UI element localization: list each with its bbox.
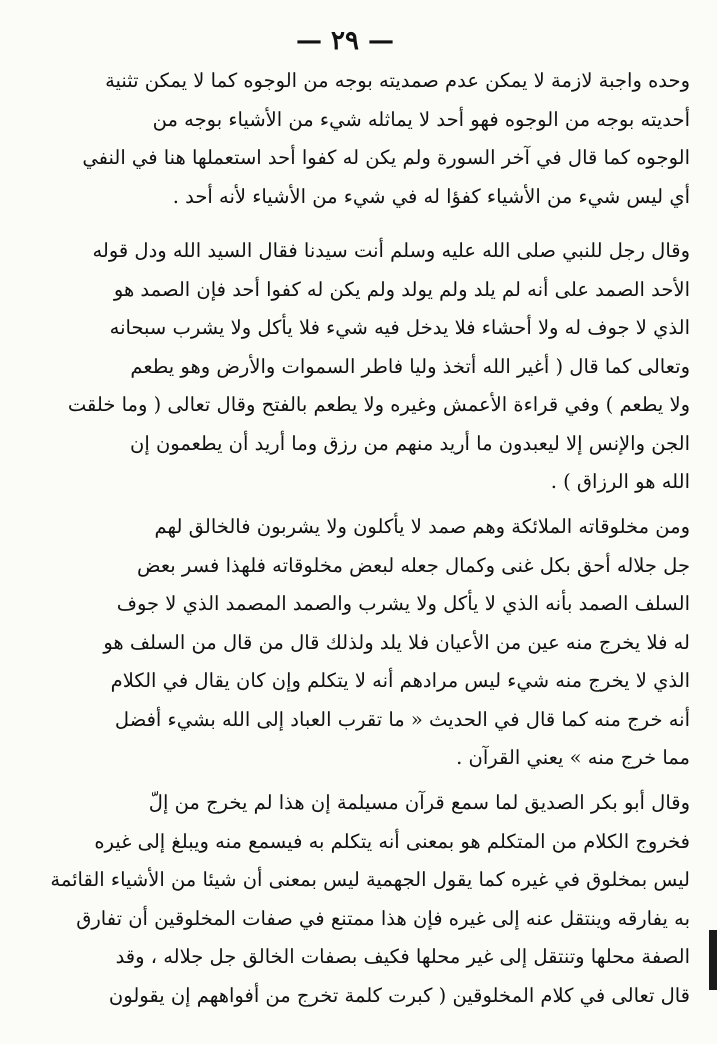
text-line: الصفة محلها وتنتقل إلى غير محلها فكيف بصفات الخالق جل جلاله ، وقد: [115, 945, 690, 968]
text-line: الذي لا جوف له ولا أحشاء فلا يدخل فيه شيء فلا يأكل ولا يشرب سبحانه: [109, 316, 690, 339]
text-line: مما خرج منه » يعني القرآن .: [456, 746, 690, 769]
text-line: به يفارقه وينتقل عنه إلى غيره فإن هذا ممتنع في صفات المخلوقين أن تفارق: [76, 906, 690, 930]
text-line: فخروج الكلام من المتكلم هو بمعنى أنه يتكلم به فيسمع منه ويبلغ إلى غيره: [94, 829, 690, 853]
text-line: الأحد الصمد على أنه لم يلد ولم يولد ولم يكن له كفوا أحد فإن الصمد هو: [113, 277, 690, 301]
text-line: وتعالى كما قال ( أغير الله أتخذ وليا فاطر السموات والأرض وهو يطعم: [130, 354, 690, 378]
text-line: له فلا يخرج منه عين من الأعيان فلا يلد ولذلك قال من قال من السلف هو: [103, 630, 690, 654]
paragraph-2: [40, 232, 690, 502]
text-line: الله هو الرزاق ) .: [550, 470, 690, 493]
text-line: السلف الصمد بأنه الذي لا يأكل ولا يشرب والصمد المصمد الذي لا جوف: [116, 592, 690, 615]
text-line: وقال رجل للنبي صلى الله عليه وسلم أنت سيدنا فقال السيد الله ودل قوله: [92, 239, 690, 262]
text-line: ومن مخلوقاته الملائكة وهم صمد لا يأكلون ولا يشربون فالخالق لهم: [154, 515, 690, 538]
text-line: أحديته بوجه من الوجوه فهو أحد لا يماثله شيء من الأشياء بوجه من: [152, 107, 690, 131]
text-line: الذي لا يخرج منه شيء ليس مرادهم أنه لا يتكلم وإن كان يقال في الكلام: [110, 669, 690, 692]
text-line: ولا يطعم ) وفي قراءة الأعمش وغيره ولا يطعم بالفتح وقال تعالى ( وما خلقت: [67, 393, 690, 416]
text-line: وقال أبو بكر الصديق لما سمع قرآن مسيلمة إن هذا لم يخرج من إلّ: [148, 791, 690, 814]
paragraph-4: [40, 784, 690, 1015]
text-line: قال تعالى في كلام المخلوقين ( كبرت كلمة تخرج من أفواههم إن يقولون: [108, 983, 690, 1007]
text-line: وحده واجبة لازمة لا يمكن عدم صمديته بوجه من الوجوه كما لا يمكن تثنية: [105, 69, 690, 92]
text-line: أنه خرج منه كما قال في الحديث « ما تقرب العباد إلى الله بشيء أفضل: [114, 707, 690, 731]
text-line: ليس بمخلوق في غيره كما يقول الجهمية ليس بمعنى أن شيئا من الأشياء القائمة: [50, 868, 690, 891]
scan-edge-mark: [709, 930, 717, 990]
page-number: — ٢٩ —: [295, 26, 395, 56]
text-line: جل جلاله أحق بكل غنى وكمال جعله لبعض مخلوقاته فلهذا فسر بعض: [136, 553, 690, 577]
text-line: أي ليس شيء من الأشياء كفؤا له في شيء من الأشياء لأنه أحد .: [172, 184, 690, 208]
paragraph-1: [40, 62, 690, 216]
paragraph-3: [40, 508, 690, 778]
text-line: الجن والإنس إلا ليعبدون ما أريد منهم من رزق وما أريد أن يطعمون إن: [130, 431, 690, 455]
text-line: الوجوه كما قال في آخر السورة ولم يكن له كفوا أحد استعملها هنا في النفي: [82, 146, 690, 169]
